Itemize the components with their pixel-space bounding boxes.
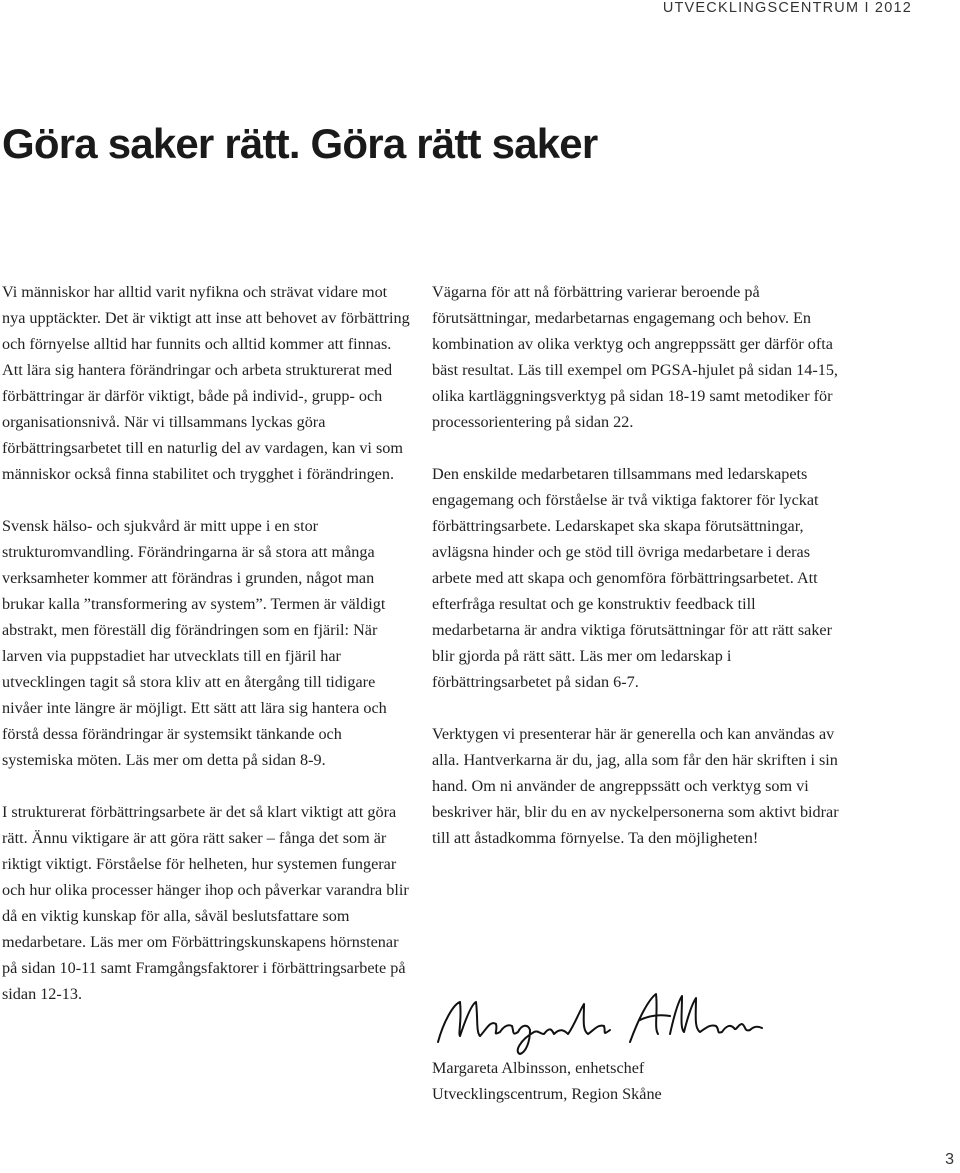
paragraph: Vägarna för att nå förbättring varierar beroende på förutsättningar, medarbetarnas engagemang och behov. En kombination av olika verktyg och angreppssätt ger därför ofta bäst resultat. Läs till exempel om PGSA-hjulet på sidan 14-15, olika kartläggningsverktyg på sidan 18-19 samt metodiker för processorientering på sidan 22. — [432, 283, 838, 431]
paragraph: Vi människor har alltid varit nyfikna och strävat vidare mot nya upptäckter. Det är viktigt att inse att behovet av förbättring och förnyelse alltid har funnits och alltid kommer att finnas. Att lära sig hantera förändringar och arbeta strukturerat med förbättringar är därför viktigt, både på individ-, grupp- och organisationsnivå. När vi tillsammans lyckas göra förbättringsarbetet till en naturlig del av vardagen, kan vi som människor också finna stabilitet och trygghet i förändringen. — [2, 283, 410, 483]
running-header: UTVECKLINGSCENTRUM I 2012 — [662, 0, 912, 16]
paragraph: I strukturerat förbättringsarbete är det så klart viktigt att göra rätt. Ännu viktigare är att göra rätt saker – fånga det som är riktigt viktigt. Förståelse för helheten, hur systemen fungerar och hur olika processer hänger ihop och påverkar varandra blir då en viktig kunskap för alla, såväl beslutsfattare som medarbetare. Läs mer om Förbättringskunskapens hörnstenar på sidan 10-11 samt Framgångsfaktorer i förbättringsarbete på sidan 12-13. — [2, 803, 409, 1003]
signer-organization: Utvecklingscentrum, Region Skåne — [432, 1085, 662, 1103]
right-column — [432, 279, 842, 877]
paragraph: Verktygen vi presenterar här är generella och kan användas av alla. Hantverkarna är du, jag, alla som får den här skriften i sin hand. Om ni använder de angreppssätt och verktyg som vi beskriver här, blir du en av nyckelpersonerna som aktivt bidrar till att åstadkomma förnyelse. Ta den möjligheten! — [432, 725, 839, 847]
left-column — [2, 279, 414, 1033]
signer-name-title: Margareta Albinsson, enhetschef — [432, 1059, 645, 1077]
page-title: Göra saker rätt. Göra rätt saker — [2, 120, 598, 167]
signer-block — [432, 1055, 662, 1107]
page-number: 3 — [945, 1151, 954, 1168]
paragraph: Den enskilde medarbetaren tillsammans med ledarskapets engagemang och förståelse är två viktiga faktorer för lyckat förbättringsarbete. Ledarskapet ska skapa förutsättningar, avlägsna hinder och ge stöd till övriga medarbetare i deras arbete med att skapa och genomföra förbättringsarbetet. Att efterfråga resultat och ge konstruktiv feedback till medarbetarna är andra viktiga förutsättningar för att rätt saker blir gjorda på rätt sätt. Läs mer om ledarskap i förbättringsarbetet på sidan 6-7. — [432, 465, 833, 691]
paragraph: Svensk hälso- och sjukvård är mitt uppe i en stor strukturomvandling. Förändringarna är så stora att många verksamheter kommer att förändras i grunden, något man brukar kalla ”transformering av system”. Termen är väldigt abstrakt, men föreställ dig förändringen som en fjäril: När larven via puppstadiet har utvecklats till en fjäril har utvecklingen tagit så stora kliv att en återgång till tidigare nivåer inte längre är möjligt. Ett sätt att lära sig hantera och förstå dessa förändringar är systemsikt tänkande och systemiska möten. Läs mer om detta på sidan 8-9. — [2, 517, 387, 769]
handwritten-signature — [434, 990, 764, 1060]
